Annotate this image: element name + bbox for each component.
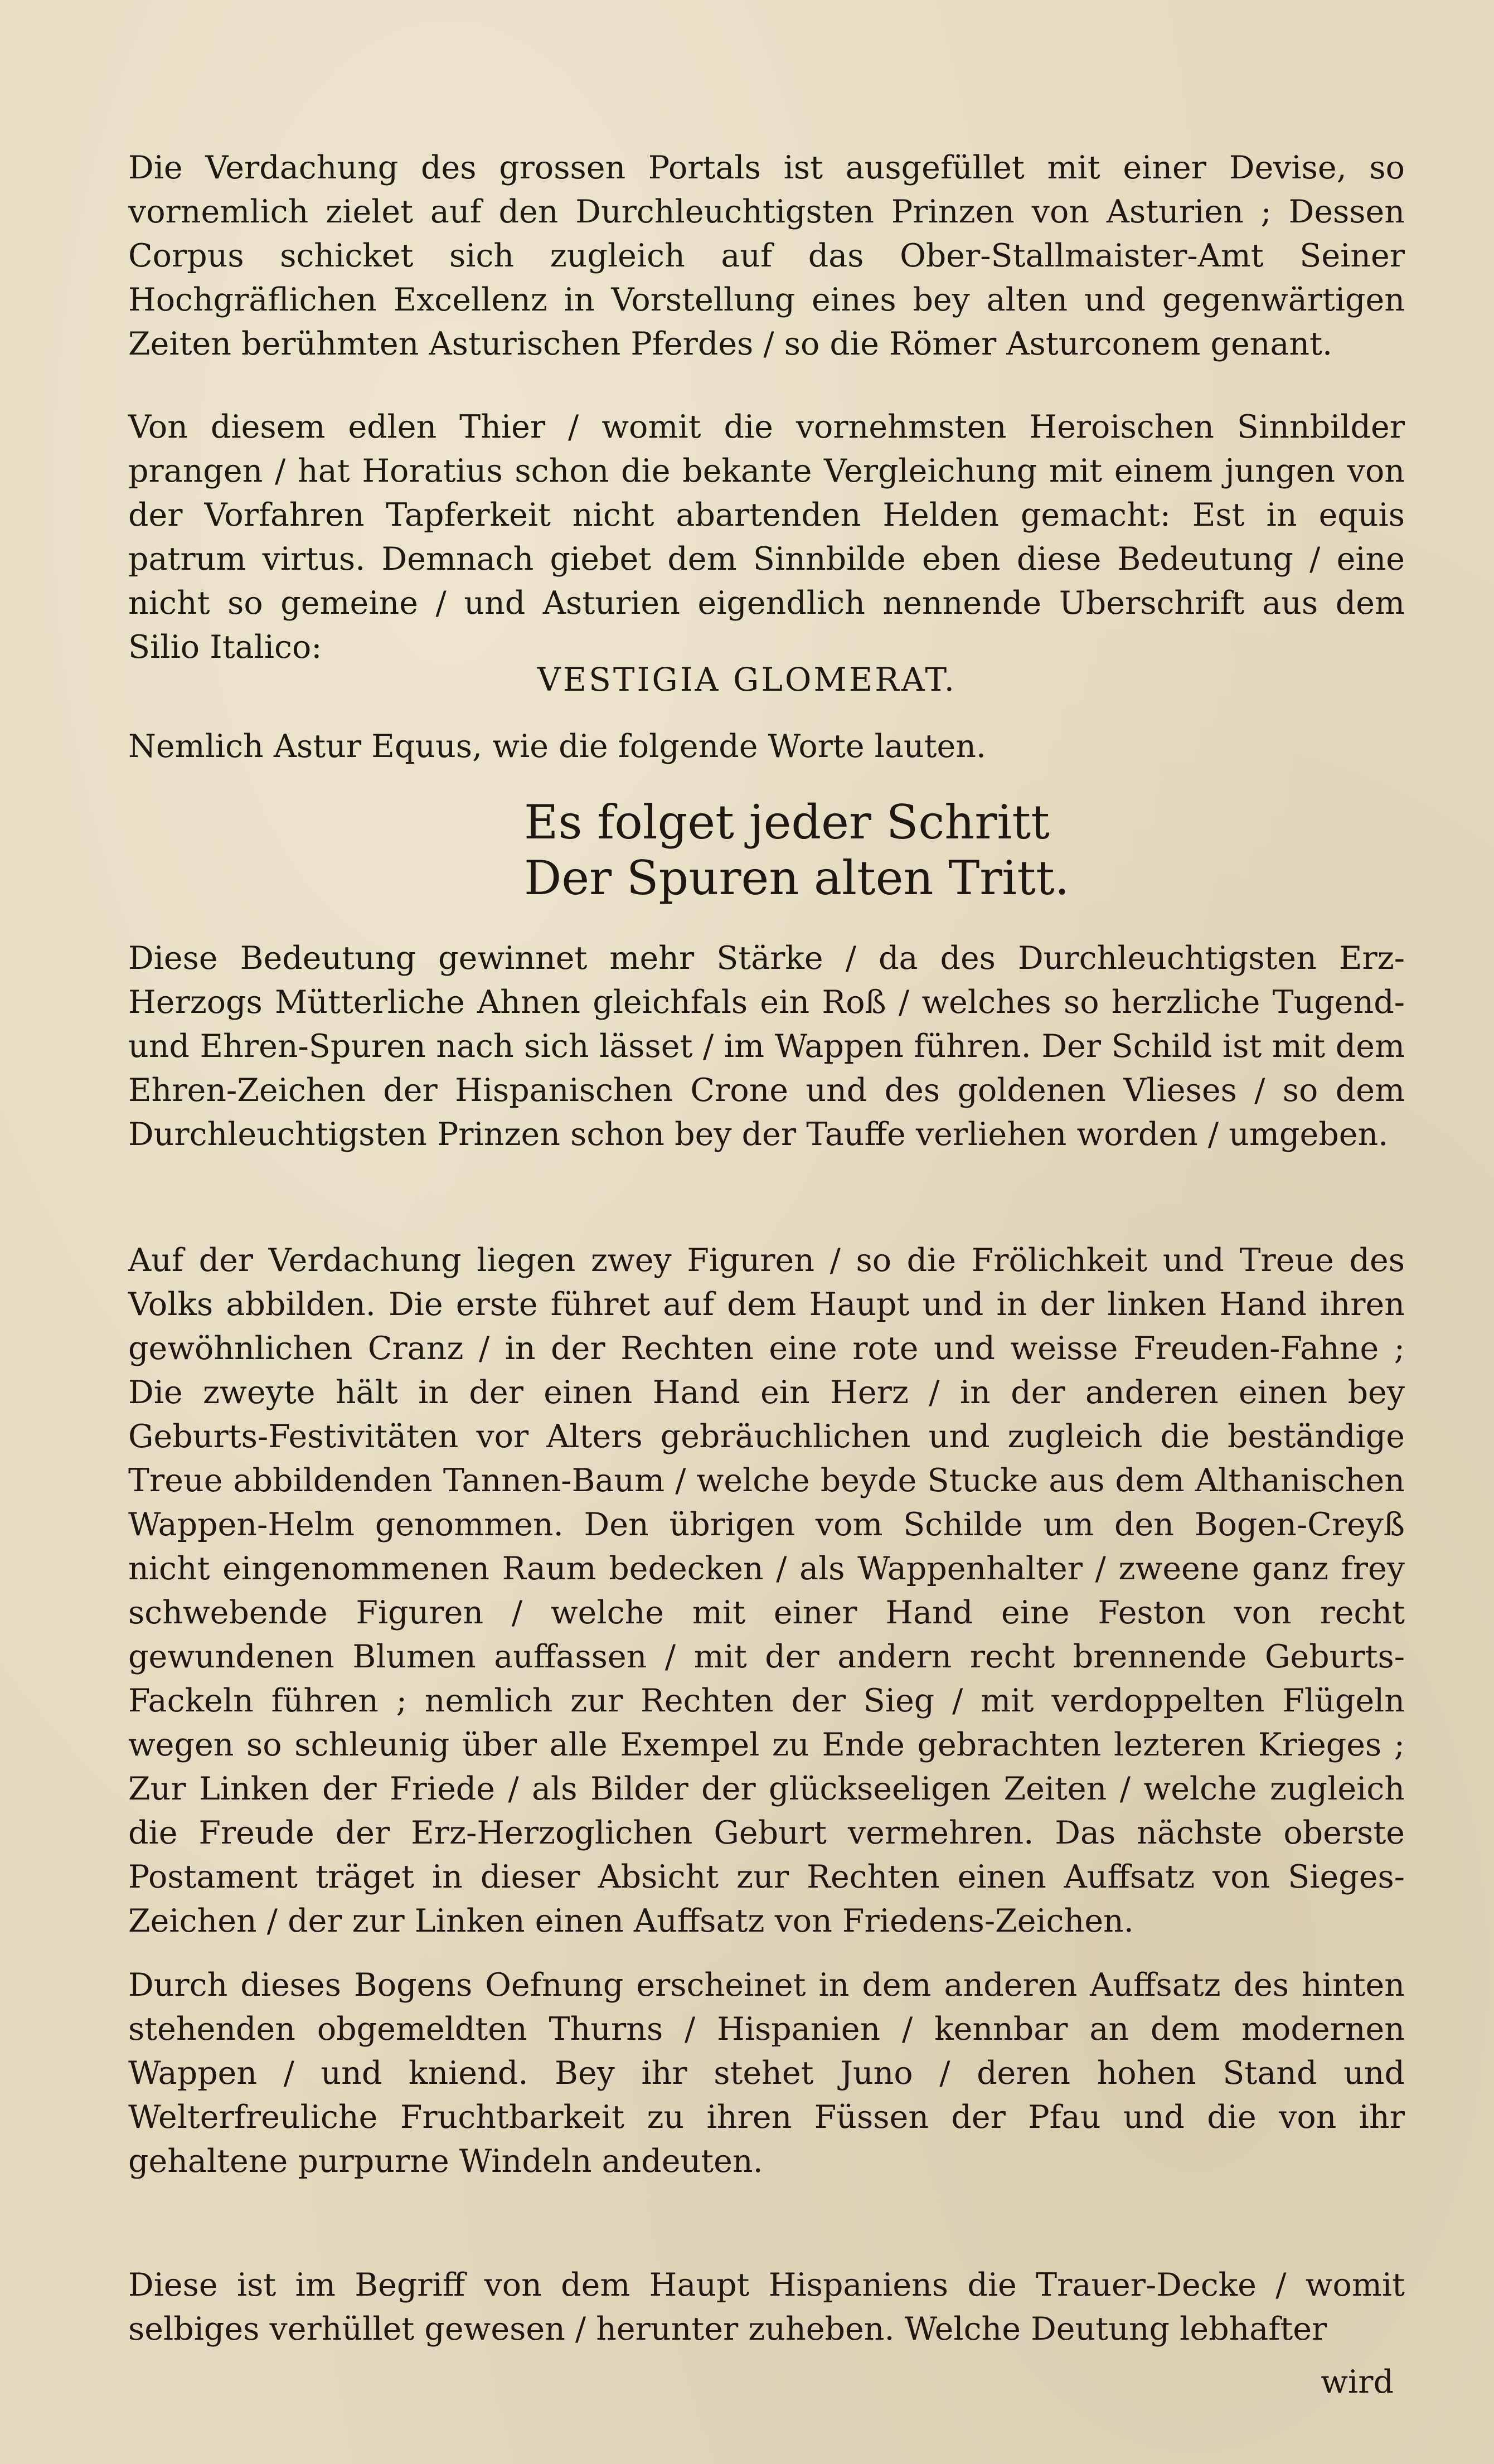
verse-line-2: Der Spuren alten Tritt. [524,851,1070,905]
paragraph-5: Durch dieses Bogens Oefnung erscheinet in dem anderen Auffsatz des hinten stehenden obgemeldten Thurns / Hispanien / kennbar an dem modernen Wappen / und kniend. Bey ihr stehet Juno / deren hohen Stand und Welterfreuliche Fruchtbarkeit zu ihren Füssen der Pfau und die von ihr gehaltene purpurne Windeln andeuten. [128,1967,1405,2180]
paragraph-1: Die Verdachung des grossen Portals ist ausgefüllet mit einer Devise, so vornemlich zielet auf den Durchleuchtigsten Prinzen von Asturien ; Dessen Corpus schicket sich zugleich auf das Ober-Stallmaister-Amt Seiner Hochgräflichen Excellenz in Vorstellung eines bey alten und gegenwärtigen Zeiten berühmten Asturischen Pferdes / so die Römer Asturconem genant. [128,149,1405,362]
paragraph-2: Von diesem edlen Thier / womit die vornehmsten Heroischen Sinnbilder prangen / hat Horatius schon die bekante Vergleichung mit einem jungen von der Vorfahren Tapferkeit nicht abartenden Helden gemacht: Est in equis patrum virtus. Demnach giebet dem Sinnbilde eben diese Bedeutung / eine nicht so gemeine / und Asturien eigendlich nennende Uberschrift aus dem Silio Italico: [128,409,1405,666]
verse-line-1: Es folget jeder Schritt [524,795,1050,850]
paragraph-3: Diese Bedeutung gewinnet mehr Stärke / da des Durchleuchtigsten Erz-Herzogs Mütterliche Ahnen gleichfals ein Roß / welches so herzliche Tugend- und Ehren-Spuren nach sich lässet / im Wappen führen. Der Schild ist mit dem Ehren-Zeichen der Hispanischen Crone und des goldenen Vlieses / so dem Durchleuchtigsten Prinzen schon bey der Tauffe verliehen worden / umgeben. [128,940,1405,1153]
intro-line: Nemlich Astur Equus, wie die folgende Worte lauten. [128,728,987,765]
paragraph-6: Diese ist im Begriff von dem Haupt Hispaniens die Trauer-Decke / womit selbiges verhüllet gewesen / herunter zuheben. Welche Deutung lebhafter [128,2267,1405,2347]
verse [524,794,1304,906]
catchword: wird [1321,2364,1394,2400]
paragraph-4: Auf der Verdachung liegen zwey Figuren / so die Frölichkeit und Treue des Volks abbilden. Die erste führet auf dem Haupt und in der linken Hand ihren gewöhnlichen Cranz / in der Rechten eine rote und weisse Freuden-Fahne ; Die zweyte hält in der einen Hand ein Herz / in der anderen einen bey Geburts-Festivitäten vor Alters gebräuchlichen und zugleich die beständige Treue abbildenden Tannen-Baum / welche beyde Stucke aus dem Althanischen Wappen-Helm genommen. Den übrigen vom Schilde um den Bogen-Creyß nicht eingenommenen Raum bedecken / als Wappenhalter / zweene ganz frey schwebende Figuren / welche mit einer Hand eine Feston von recht gewundenen Blumen auffassen / mit der andern recht brennende Geburts-Fackeln führen ; nemlich zur Rechten der Sieg / mit verdoppelten Flügeln wegen so schleunig über alle Exempel zu Ende gebrachten lezteren Krieges ; Zur Linken der Friede / als Bilder der glückseeligen Zeiten / welche zugleich die Freude der Erz-Herzoglichen Geburt vermehren. Das nächste oberste Postament träget in dieser Absicht zur Rechten einen Auffsatz von Sieges-Zeichen / der zur Linken einen Auffsatz von Friedens-Zeichen. [128,1242,1405,1939]
motto: VESTIGIA GLOMERAT. [537,661,957,699]
